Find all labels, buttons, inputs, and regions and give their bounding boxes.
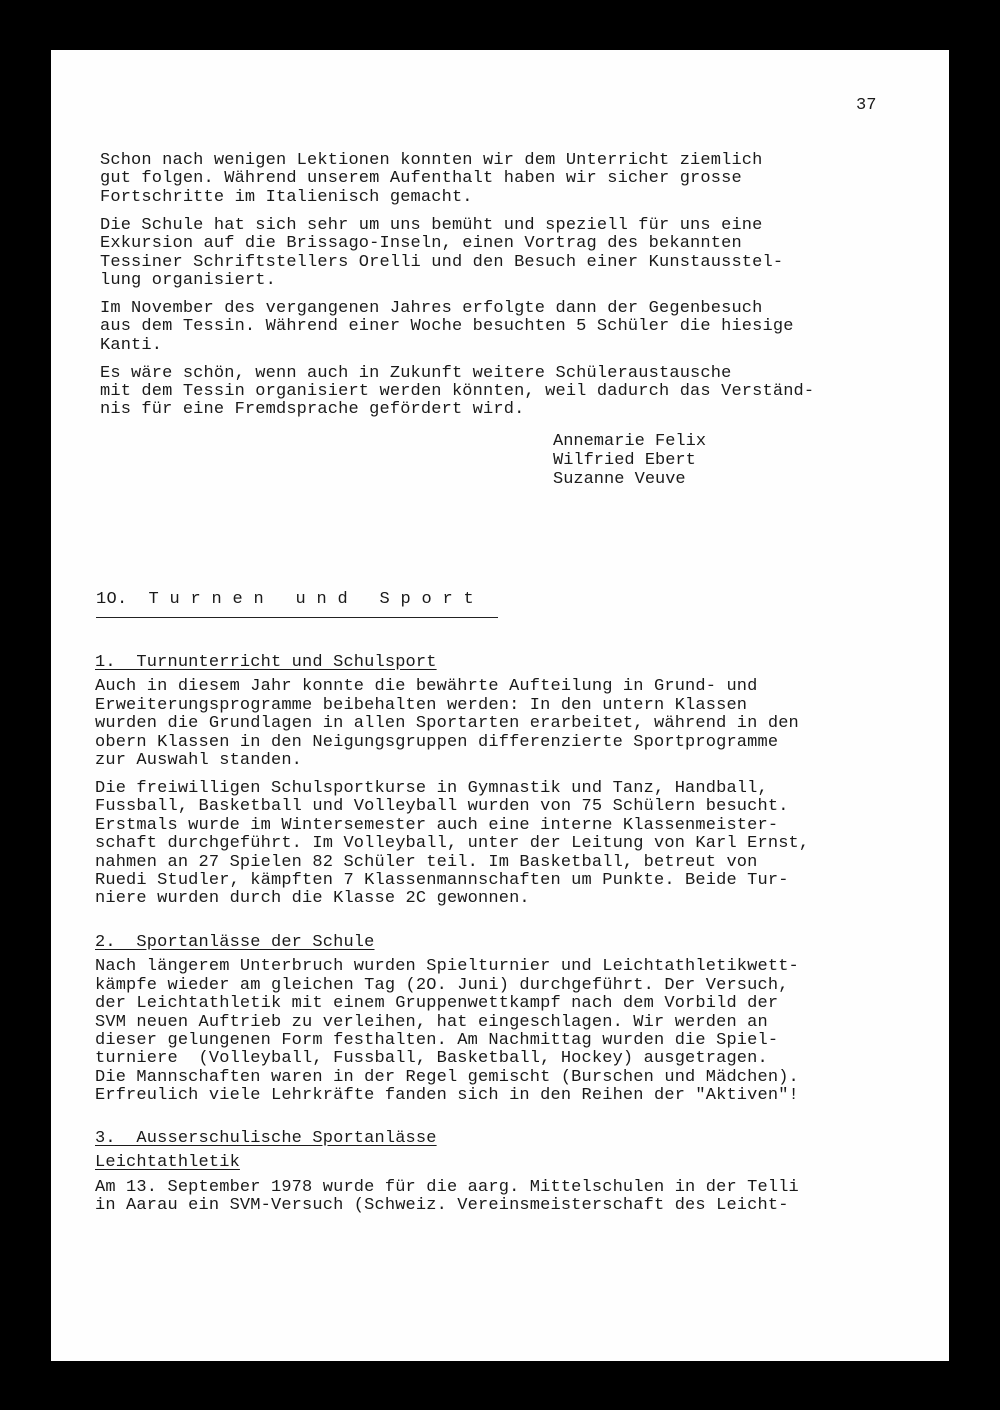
text-line: kämpfe wieder am gleichen Tag (2O. Juni) durchgeführt. Der Versuch, [95,975,789,995]
author-name: Wilfried Ebert [553,451,696,470]
paragraph [95,678,809,770]
paragraph [100,365,814,420]
section-heading: 1O. T u r n e n u n d S p o r t [96,590,475,609]
paragraph [100,217,814,291]
text-line: SVM neuen Auftrieb zu verleihen, hat eingeschlagen. Wir werden an [95,1012,768,1032]
subsection-heading: 2. Sportanlässe der Schule [95,933,375,952]
text-line: obern Klassen in den Neigungsgruppen differenzierte Sportprogramme [95,732,779,752]
subsection-subheading: Leichtathletik [95,1153,240,1173]
author-name: Suzanne Veuve [553,470,686,489]
signature-block [553,432,706,489]
text-line: Die Mannschaften waren in der Regel gemischt (Burschen und Mädchen). [95,1067,799,1087]
text-line: gut folgen. Während unserem Aufenthalt haben wir sicher grosse [100,169,742,189]
text-line: Erweiterungsprogramme beibehalten werden: In den untern Klassen [95,695,748,715]
text-line: lung organisiert. [100,270,276,290]
text-line: turniere (Volleyball, Fussball, Basketball, Hockey) ausgetragen. [95,1049,768,1069]
text-line: Fortschritte im Italienisch gemacht. [100,187,473,207]
author-name: Annemarie Felix [553,432,707,451]
text-line: Im November des vergangenen Jahres erfolgte dann der Gegenbesuch [100,298,763,318]
text-line: Nach längerem Unterbruch wurden Spielturnier und Leichtathletikwett- [95,957,799,977]
subsection-ausserschulisch [95,1130,799,1225]
text-line: wurden die Grundlagen in allen Sportarten erarbeitet, während in den [95,714,799,734]
text-line: zur Auswahl standen. [95,751,303,771]
subsection-turnunterricht [95,654,809,918]
text-line: Tessiner Schriftstellers Orelli und den Besuch einer Kunstausstel- [100,252,784,272]
subsection-sportanlaesse [95,934,799,1115]
text-line: mit dem Tessin organisiert werden könnten, weil dadurch das Verständ- [100,381,815,401]
text-line: niere wurden durch die Klasse 2C gewonnen. [95,889,530,909]
intro-text [100,152,814,429]
text-line: Ruedi Studler, kämpften 7 Klassenmannschaften um Punkte. Beide Tur- [95,870,789,890]
text-line: Die Schule hat sich sehr um uns bemüht und speziell für uns eine [100,215,763,235]
subsection-heading: 1. Turnunterricht und Schulsport [95,653,437,672]
paragraph [95,958,799,1105]
section-underline [96,617,498,618]
paragraph [100,300,814,355]
text-line: schaft durchgeführt. Im Volleyball, unter der Leitung von Karl Ernst, [95,834,810,854]
subsection-heading: 3. Ausserschulische Sportanlässe [95,1129,437,1148]
text-line: Erstmals wurde im Wintersemester auch eine interne Klassenmeister- [95,815,779,835]
paragraph [100,152,814,207]
text-line: Auch in diesem Jahr konnte die bewährte Aufteilung in Grund- und [95,677,758,697]
text-line: Am 13. September 1978 wurde für die aarg. Mittelschulen in der Telli [95,1177,799,1197]
paragraph [95,780,809,909]
text-line: Fussball, Basketball und Volleyball wurden von 75 Schülern besucht. [95,797,789,817]
text-line: dieser gelungenen Form festhalten. Am Nachmittag wurden die Spiel- [95,1031,779,1051]
text-line: in Aarau ein SVM-Versuch (Schweiz. Vereinsmeisterschaft des Leicht- [95,1196,789,1216]
text-line: der Leichtathletik mit einem Gruppenwettkampf nach dem Vorbild der [95,994,779,1014]
text-line: Die freiwilligen Schulsportkurse in Gymnastik und Tanz, Handball, [95,778,768,798]
text-line: nis für eine Fremdsprache gefördert wird. [100,400,525,420]
page-number: 37 [856,96,877,115]
text-line: nahmen an 27 Spielen 82 Schüler teil. Im Basketball, betreut von [95,852,758,872]
text-line: Kanti. [100,335,163,355]
text-line: Es wäre schön, wenn auch in Zukunft weitere Schüleraustausche [100,363,732,383]
text-line: Exkursion auf die Brissago-Inseln, einen Vortrag des bekannten [100,234,742,254]
paragraph [95,1179,799,1216]
text-line: Schon nach wenigen Lektionen konnten wir dem Unterricht ziemlich [100,151,763,170]
text-line: Erfreulich viele Lehrkräfte fanden sich in den Reihen der "Aktiven"! [95,1086,799,1106]
text-line: aus dem Tessin. Während einer Woche besuchten 5 Schüler die hiesige [100,317,794,337]
